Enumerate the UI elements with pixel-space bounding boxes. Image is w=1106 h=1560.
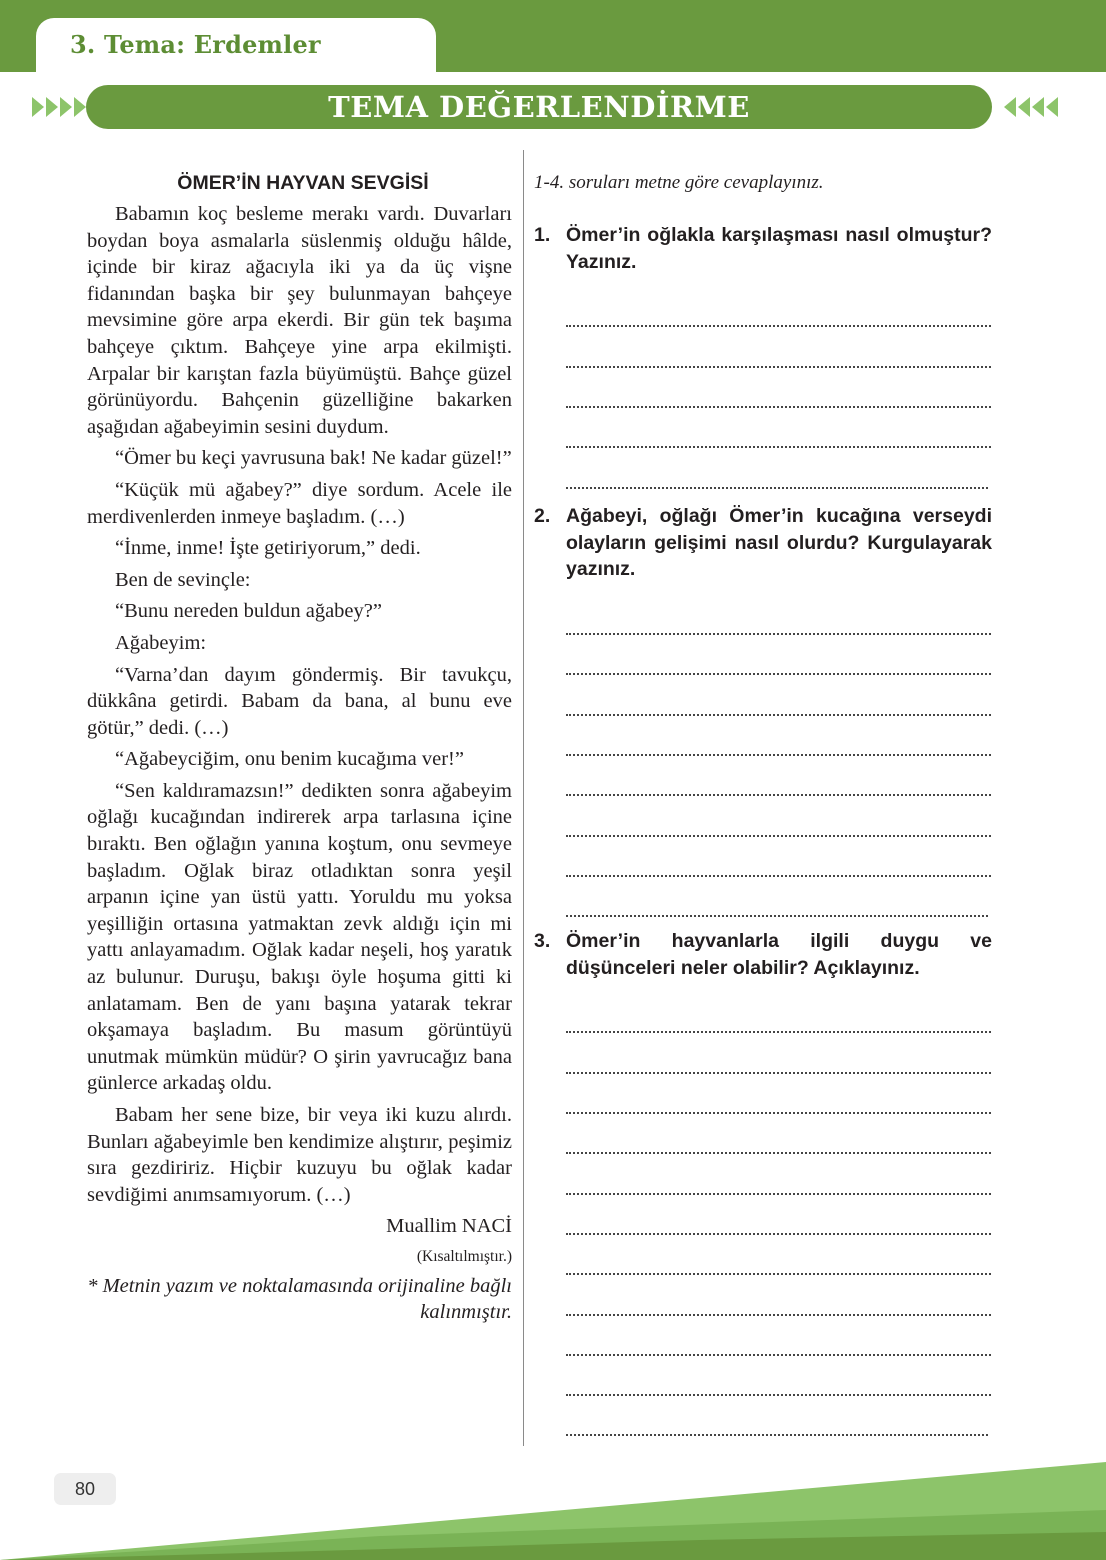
questions-instruction: 1-4. soruları metne göre cevaplayınız. [534,172,824,193]
question-text: Ağabeyi, oğlağı Ömer’in kucağına verseydi olayların gelişimi nasıl olurdu? Kurgulayarak yazınız. [566,505,992,581]
answer-lines[interactable] [566,287,992,488]
answer-line[interactable] [566,756,991,796]
answer-line[interactable] [566,1396,988,1436]
answer-line[interactable] [566,1154,991,1194]
answer-line[interactable] [566,716,991,756]
answer-line[interactable] [566,448,988,488]
story-abridged-note: (Kısaltılmıştır.) [416,1247,512,1265]
answer-line[interactable] [566,368,991,408]
answer-line[interactable] [566,796,991,836]
story-paragraph: “İnme, inme! İşte getiriyorum,” dedi. [115,537,421,560]
question-number: 3. [534,930,551,952]
answer-line[interactable] [566,1114,991,1154]
chevron-decoration-right-icon [1002,93,1062,121]
question-number: 1. [534,224,551,246]
answer-line[interactable] [566,993,991,1033]
answer-line[interactable] [566,595,991,635]
column-divider [523,150,524,1446]
story-paragraph: “Sen kaldıramazsın!” dedikten sonra ağabeyim oğlağı kucağından indirerek arpa tarlasına içine bıraktı. Ben oğlağın yanına koştum, onu sevmeye başladım. Oğlak biraz otladıktan sonra yeşil arpanın içine yan üstü yattı. Yoruldu mu yoksa yeşilliğin ortasına yatmaktan zevk aldığı için mi yattı anlayamadım. Oğlak kadar neşeli, hoş yaratık az bulunur. Duruşu, bakışı öyle hoşuma gitti ki anlatamam. Ben de yanı başına yatarak tekrar okşamaya başladım. Bu masum görüntüyü unutmak mümkün müdür? O şirin yavrucağız bana günlerce arkadaş oldu. [87,779,512,1095]
answer-line[interactable] [566,1356,991,1396]
story-spelling-note: * Metnin yazım ve noktalamasında orijinaline bağlı kalınmıştır. [87,1274,512,1324]
story-author: Muallim NACİ [386,1215,512,1238]
story-paragraph: “Ağabeyciğim, onu benim kucağıma ver!” [115,748,464,771]
answer-lines[interactable] [566,993,992,1436]
answer-line[interactable] [566,408,991,448]
tema-label: 3. Tema: Erdemler [70,30,321,59]
page-number: 80 [54,1473,116,1505]
answer-line[interactable] [566,1033,991,1073]
story-paragraph: Babamın koç besleme merakı vardı. Duvarları boydan boya asmalarla süslenmiş olduğu hâlde, içinde bir kiraz ağacıyla iki ya da üç vişne fidanından başka bir şey bulunmayan bahçeye mevsimine göre arpa ekerdi. Bir gün tek başıma bahçeye çıktım. Bahçeye yine arpa ekilmişti. Arpalar bir karıştan fazla büyümüştü. Bahçe güzel görünüyordu. Bahçenin güzelliğine bakarken aşağıdan ağabeyimin sesini duydum. [87,203,512,438]
answer-line[interactable] [566,1316,991,1356]
story-column [87,170,512,1326]
story-paragraph: Ben de sevinçle: [115,568,251,591]
page-title: TEMA DEĞERLENDİRME [328,90,750,124]
question-3 [534,928,992,1436]
story-paragraph: “Küçük mü ağabey?” diye sordum. Acele ile merdivenlerden inmeye başladım. (…) [87,478,512,528]
story-paragraph: “Ömer bu keçi yavrusuna bak! Ne kadar güzel!” [115,447,512,470]
question-number: 2. [534,505,551,527]
footer-decoration [0,1440,1106,1560]
answer-line[interactable] [566,837,991,877]
answer-line[interactable] [566,327,991,367]
answer-line[interactable] [566,877,988,917]
chevron-decoration-left-icon [28,93,88,121]
answer-line[interactable] [566,675,991,715]
story-paragraph: “Varna’dan dayım göndermiş. Bir tavukçu, dükkâna getirdi. Babam da bana, al bunu eve götür,” dedi. (…) [87,663,512,739]
question-text: Ömer’in oğlakla karşılaşması nasıl olmuştur? Yazınız. [566,224,992,273]
answer-line[interactable] [566,287,991,327]
answer-line[interactable] [566,1195,991,1235]
story-paragraph: “Bunu nereden buldun ağabey?” [115,600,382,623]
question-1 [534,222,992,489]
answer-line[interactable] [566,1074,991,1114]
question-2 [534,503,992,917]
question-text: Ömer’in hayvanlarla ilgili duygu ve düşünceleri neler olabilir? Açıklayınız. [566,930,992,979]
answer-line[interactable] [566,1235,991,1275]
story-paragraph: Ağabeyim: [115,631,207,654]
story-paragraph: Babam her sene bize, bir veya iki kuzu alırdı. Bunları ağabeyimle ben kendimize alıştırır, peşimiz sıra gezdiririz. Hiçbir kuzuyu bu oğlak kadar sevdiğimi anımsamıyorum. (…) [87,1104,512,1206]
answer-lines[interactable] [566,595,992,917]
answer-line[interactable] [566,635,991,675]
story-title: ÖMER’İN HAYVAN SEVGİSİ [177,172,429,194]
answer-line[interactable] [566,1275,991,1315]
